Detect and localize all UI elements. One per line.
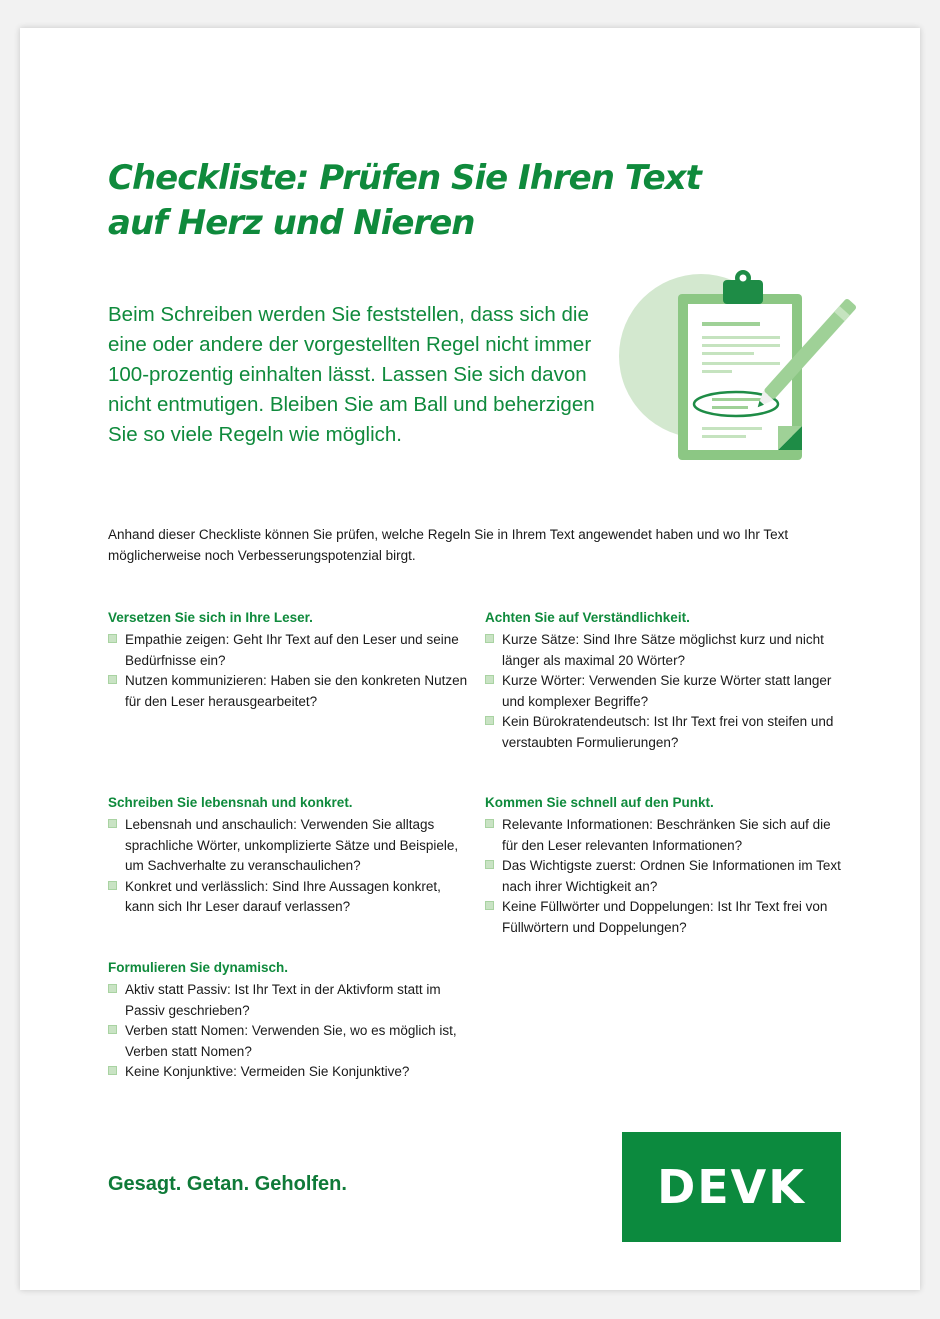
lead-paragraph: Anhand dieser Checkliste können Sie prüfen, welche Regeln Sie in Ihrem Text angewendet haben und wo Ihr Text möglicherweise noch Verbesserungspotenzial birgt. [108,527,789,563]
checkbox-icon [108,984,117,993]
checkbox-icon [485,634,494,643]
checklist-item: Nutzen kommunizieren: Haben sie den konkreten Nutzen für den Leser herausgearbeitet? [108,671,473,712]
checkbox-icon [485,716,494,725]
checklist-item: Keine Konjunktive: Vermeiden Sie Konjunktive? [108,1062,473,1083]
section-heading: Formulieren Sie dynamisch. [108,960,289,975]
checklist-item: Empathie zeigen: Geht Ihr Text auf den Leser und seine Bedürfnisse ein? [108,630,473,671]
checkbox-icon [108,1066,117,1075]
checkbox-icon [108,819,117,828]
checklist-item: Kurze Sätze: Sind Ihre Sätze möglichst kurz und nicht länger als maximal 20 Wörter? [485,630,850,671]
title-line-2: auf Herz und Nieren [108,203,475,243]
checklist-item: Aktiv statt Passiv: Ist Ihr Text in der Aktivform statt im Passiv geschrieben? [108,980,473,1021]
checklist-item: Lebensnah und anschaulich: Verwenden Sie alltags sprachliche Wörter, unkomplizierte Sätze und Beispiele, um Sachverhalte zu veranschaulichen? [108,815,473,877]
checkbox-icon [485,860,494,869]
checklist-item: Verben statt Nomen: Verwenden Sie, wo es möglich ist, Verben statt Nomen? [108,1021,473,1062]
logo-text: DEVK [657,1160,806,1214]
checklist-item: Das Wichtigste zuerst: Ordnen Sie Informationen im Text nach ihrer Wichtigkeit an? [485,856,850,897]
checkbox-icon [485,675,494,684]
checklist-item: Konkret und verlässlich: Sind Ihre Aussagen konkret, kann sich Ihr Leser darauf verlassen? [108,877,473,918]
checklist-section-lebensnah [108,793,473,918]
checkbox-icon [108,1025,117,1034]
section-heading: Schreiben Sie lebensnah und konkret. [108,795,353,810]
slogan: Gesagt. Getan. Geholfen. [108,1173,347,1195]
checklist-item: Keine Füllwörter und Doppelungen: Ist Ihr Text frei von Füllwörtern und Doppelungen? [485,897,850,938]
checkbox-icon [485,819,494,828]
checklist-section-leser [108,608,473,712]
clipboard-checklist-icon [616,264,866,464]
checklist-section-verstaendlichkeit [485,608,850,753]
checkbox-icon [108,881,117,890]
intro-text: Beim Schreiben werden Sie feststellen, dass sich die eine oder andere der vorgestellten Regel nicht immer 100-prozentig einhalten lässt. Lassen Sie sich davon nicht entmutigen. Bleiben Sie am Ball und beherzigen Sie so viele Regeln wie möglich. [108,303,595,446]
checklist-item: Relevante Informationen: Beschränken Sie sich auf die für den Leser relevanten Informationen? [485,815,850,856]
section-heading: Achten Sie auf Verständlichkeit. [485,610,690,625]
devk-logo [622,1132,841,1242]
document-page [20,28,920,1290]
checkbox-icon [108,634,117,643]
checkbox-icon [485,901,494,910]
page-title [108,156,701,246]
checklist-item: Kein Bürokratendeutsch: Ist Ihr Text frei von steifen und verstaubten Formulierungen? [485,712,850,753]
title-line-1: Checkliste: Prüfen Sie Ihren Text [108,158,701,198]
checklist-section-dynamisch [108,958,473,1083]
checkbox-icon [108,675,117,684]
section-heading: Versetzen Sie sich in Ihre Leser. [108,610,313,625]
checklist-item: Kurze Wörter: Verwenden Sie kurze Wörter statt langer und komplexer Begriffe? [485,671,850,712]
section-heading: Kommen Sie schnell auf den Punkt. [485,795,714,810]
checklist-section-punkt [485,793,850,938]
